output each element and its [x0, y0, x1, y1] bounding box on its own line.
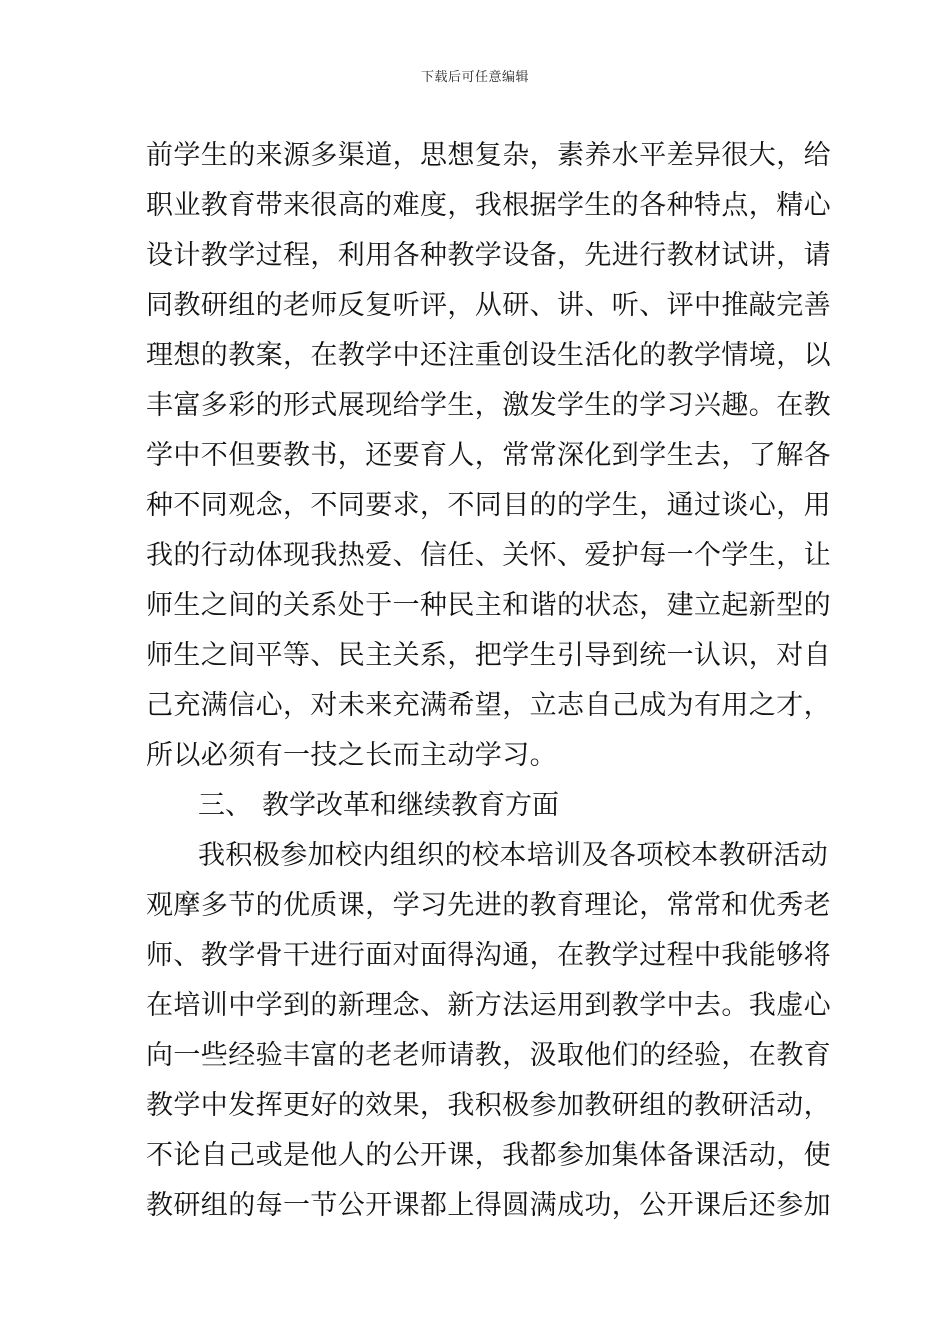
paragraph-line: 己充满信心，对未来充满希望，立志自己成为有用之才， — [146, 690, 831, 721]
paragraph-line: 在培训中学到的新理念、新方法运用到教学中去。我虚心 — [146, 990, 831, 1021]
paragraph-line: 向一些经验丰富的老老师请教，汲取他们的经验，在教育 — [146, 1040, 831, 1071]
paragraph-1 — [146, 131, 831, 781]
paragraph-line: 师生之间的关系处于一种民主和谐的状态，建立起新型的 — [146, 590, 831, 621]
paragraph-line: 我积极参加校内组织的校本培训及各项校本教研活动 — [198, 840, 829, 871]
document-body — [146, 131, 831, 1231]
paragraph-line: 前学生的来源多渠道，思想复杂，素养水平差异很大，给 — [146, 140, 831, 171]
paragraph-line: 不论自己或是他人的公开课，我都参加集体备课活动，使 — [146, 1140, 831, 1171]
paragraph-line: 师、教学骨干进行面对面得沟通，在教学过程中我能够将 — [146, 940, 831, 971]
paragraph-line: 我的行动体现我热爱、信任、关怀、爱护每一个学生，让 — [146, 540, 831, 571]
paragraph-line: 教学中发挥更好的效果，我积极参加教研组的教研活动， — [146, 1090, 831, 1121]
section-number: 三、 — [198, 790, 252, 821]
paragraph-line: 教研组的每一节公开课都上得圆满成功，公开课后还参加 — [146, 1190, 831, 1221]
section-title: 教学改革和继续教育方面 — [262, 790, 559, 821]
paragraph-line: 所以必须有一技之长而主动学习。 — [146, 740, 557, 771]
section-heading — [146, 781, 810, 831]
paragraph-line: 职业教育带来很高的难度，我根据学生的各种特点，精心 — [146, 190, 831, 221]
paragraph-line: 设计教学过程，利用各种教学设备，先进行教材试讲，请 — [146, 240, 831, 271]
paragraph-line: 师生之间平等、民主关系，把学生引导到统一认识，对自 — [146, 640, 831, 671]
paragraph-2 — [146, 831, 831, 1231]
paragraph-line: 理想的教案，在教学中还注重创设生活化的教学情境，以 — [146, 340, 831, 371]
paragraph-line: 观摩多节的优质课，学习先进的教育理论，常常和优秀老 — [146, 890, 831, 921]
paragraph-line: 学中不但要教书，还要育人，常常深化到学生去，了解各 — [146, 440, 831, 471]
paragraph-line: 同教研组的老师反复听评，从研、讲、听、评中推敲完善 — [146, 290, 831, 321]
paragraph-line: 种不同观念，不同要求，不同目的的学生，通过谈心，用 — [146, 490, 831, 521]
paragraph-line: 丰富多彩的形式展现给学生，激发学生的学习兴趣。在教 — [146, 390, 831, 421]
page-header: 下载后可任意编辑 — [420, 70, 529, 85]
